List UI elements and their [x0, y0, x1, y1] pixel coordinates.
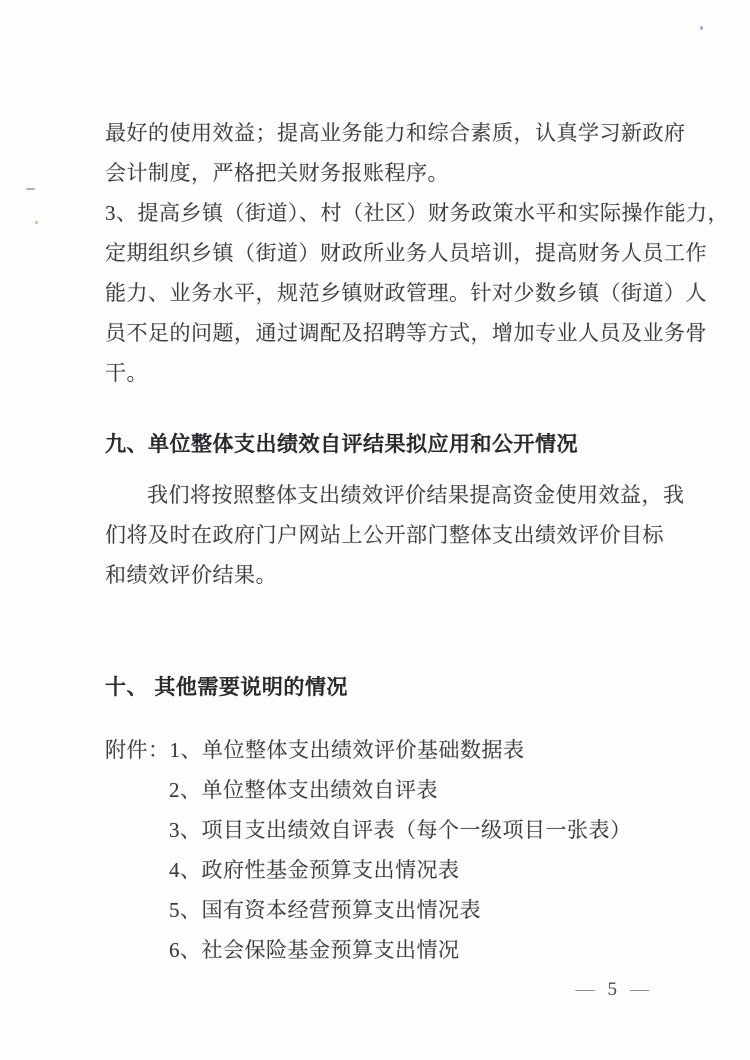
paragraph-line: 们将及时在政府门户网站上公开部门整体支出绩效评价目标 — [105, 523, 664, 547]
section-nine-heading: 九、单位整体支出绩效自评结果拟应用和公开情况 — [105, 433, 578, 456]
attachment-item: 3、项目支出绩效自评表（每个一级项目一张表） — [169, 818, 632, 842]
page-number: 5 — [607, 979, 618, 1000]
section-ten-heading: 十、 其他需要说明的情况 — [105, 676, 348, 699]
attachments-list — [105, 730, 657, 970]
attachments-label: 附件： — [105, 738, 170, 762]
attachment-item: 1、单位整体支出绩效评价基础数据表 — [169, 738, 525, 762]
paragraph-line: 最好的使用效益；提高业务能力和综合素质，认真学习新政府 — [105, 121, 686, 145]
scan-artifact-dot — [700, 26, 703, 30]
attachment-item: 6、社会保险基金预算支出情况 — [169, 938, 460, 962]
paragraph-line: 会计制度，严格把关财务报账程序。 — [105, 161, 449, 185]
paragraph-line: 和绩效评价结果。 — [105, 563, 277, 587]
attachment-row — [105, 730, 657, 770]
page-number-footer — [576, 976, 651, 1004]
footer-dash-left: — — [575, 979, 596, 1000]
footer-dash-right: — — [630, 979, 650, 1000]
attachment-item: 5、国有资本经营预算支出情况表 — [169, 898, 481, 922]
paragraph-line: 我们将按照整体支出绩效评价结果提高资金使用效益，我 — [147, 483, 685, 507]
paragraph-line: 3、提高乡镇（街道）、村（社区）财务政策水平和实际操作能力， — [105, 201, 729, 225]
section-nine-paragraph — [105, 475, 685, 595]
scan-artifact-dash — [26, 188, 35, 190]
scan-artifact-dot — [35, 221, 38, 224]
paragraph-line: 干。 — [105, 361, 148, 385]
paragraph-line: 定期组织乡镇（街道）财政所业务人员培训，提高财务人员工作 — [105, 241, 707, 265]
paragraph-line: 员不足的问题，通过调配及招聘等方式，增加专业人员及业务骨 — [105, 321, 707, 345]
paragraph-line: 能力、业务水平，规范乡镇财政管理。针对少数乡镇（街道）人 — [105, 281, 707, 305]
attachment-item: 4、政府性基金预算支出情况表 — [169, 858, 460, 882]
paragraph-point-3 — [105, 193, 729, 393]
attachment-item: 2、单位整体支出绩效自评表 — [169, 778, 438, 802]
paragraph-continuation — [105, 113, 686, 193]
